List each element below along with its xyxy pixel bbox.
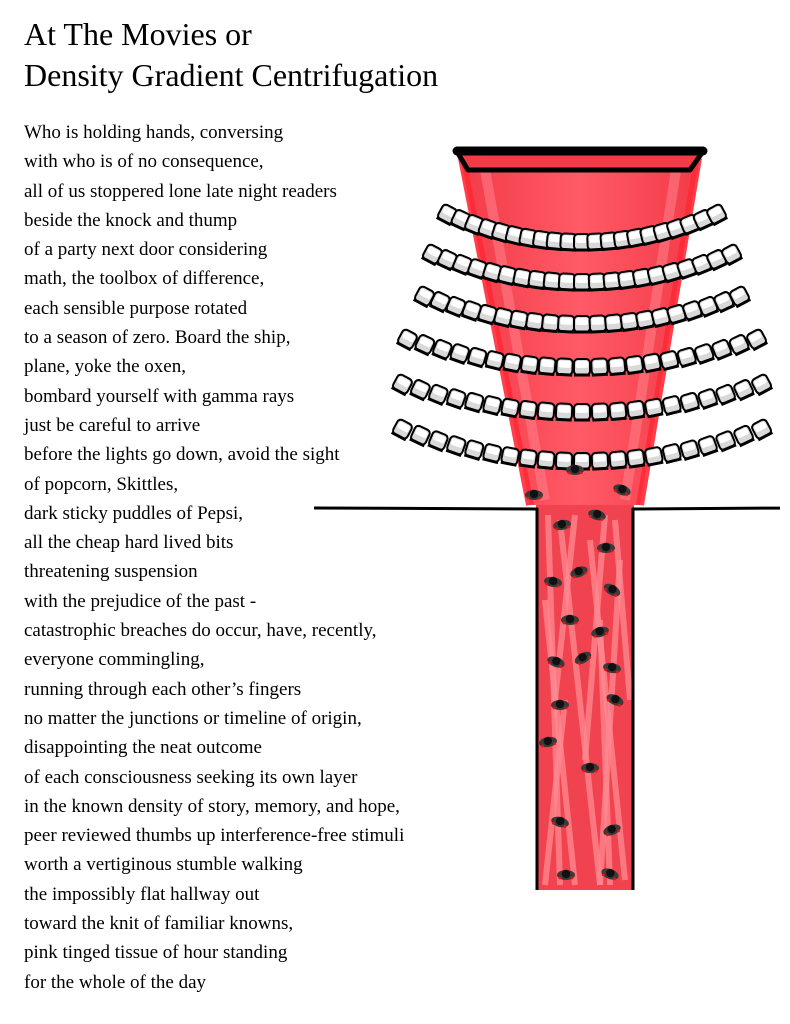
theater-seat — [642, 353, 661, 372]
theater-seat — [662, 395, 681, 414]
theater-seat — [483, 443, 502, 462]
theater-seat — [519, 449, 537, 467]
theater-seat — [410, 425, 431, 446]
poem-line: no matter the junctions or timeline of origin, — [24, 707, 362, 729]
poem-line: toward the knit of familiar knowns, — [24, 913, 294, 935]
poem-line: of popcorn, Skittles, — [24, 473, 179, 495]
theater-seat — [556, 403, 573, 420]
theater-seat — [592, 403, 609, 420]
poem-line: running through each other’s fingers — [24, 678, 302, 700]
theater-seat — [537, 402, 554, 419]
theater-seat — [538, 357, 555, 374]
theater-seat — [609, 451, 626, 468]
theater-seat — [715, 384, 736, 405]
poem-line: the impossibly flat hallway out — [24, 883, 260, 905]
theater-seat — [677, 347, 697, 367]
theater-seat — [521, 355, 539, 373]
poem-line: before the lights go down, avoid the sight — [24, 444, 340, 466]
theater-seat — [574, 316, 590, 332]
theater-seat — [609, 402, 626, 419]
title-line-1: At The Movies or — [24, 16, 252, 52]
poem-line: all of us stoppered lone late night readers — [24, 180, 337, 202]
theater-seat — [501, 398, 520, 417]
floor-line-left — [314, 508, 538, 509]
poem-line: to a season of zero. Board the ship, — [24, 327, 291, 349]
theater-seat — [751, 373, 773, 395]
theater-seat — [644, 447, 663, 466]
poem-line: in the known density of story, memory, and hope, — [24, 795, 400, 817]
poem-line: with who is of no consequence, — [24, 151, 264, 173]
theater-seat — [483, 395, 502, 414]
poem-line: everyone commingling, — [24, 649, 205, 671]
theater-seat — [627, 400, 645, 418]
theater-seat — [467, 347, 487, 367]
theater-seat — [591, 358, 608, 375]
poem-line: worth a vertiginous stumble walking — [24, 854, 303, 876]
theater-seat — [625, 355, 643, 373]
theater-seat — [733, 425, 754, 446]
theater-seat — [680, 392, 700, 412]
poem-line: of a party next door considering — [24, 239, 268, 261]
theater-seat — [715, 430, 736, 451]
poem-line: bombard yourself with gamma rays — [24, 385, 295, 407]
poem-line: disappointing the neat outcome — [24, 737, 262, 759]
theater-seat — [410, 379, 431, 400]
poem-title — [24, 14, 544, 96]
centrifuge-theater-illustration — [300, 130, 780, 910]
poem-line: threatening suspension — [24, 561, 198, 583]
theater-seat — [464, 392, 484, 412]
theater-seat — [503, 353, 522, 372]
poem-line: all the cheap hard lived bits — [24, 532, 234, 554]
theater-seat — [485, 350, 504, 369]
poem-line: just be careful to arrive — [24, 414, 201, 436]
poem-line: beside the knock and thump — [24, 209, 238, 231]
poem-line: of each consciousness seeking its own layer — [24, 766, 358, 788]
theater-seat — [697, 388, 717, 408]
theater-seat — [450, 343, 470, 363]
theater-seat — [660, 350, 679, 369]
theater-seat — [464, 440, 484, 460]
theater-seat — [519, 400, 537, 418]
floor-line-right — [632, 508, 780, 509]
theater-seat — [428, 384, 449, 405]
theater-seat — [559, 273, 576, 290]
theater-seat — [662, 443, 681, 462]
theater-seat — [608, 357, 625, 374]
theater-seat — [574, 274, 590, 290]
theater-seat — [589, 315, 606, 332]
poem-line: each sensible purpose rotated — [24, 297, 248, 319]
theater-seat — [537, 451, 554, 468]
theater-seat — [697, 435, 717, 455]
theater-seat — [501, 447, 520, 466]
title-line-2: Density Gradient Centrifugation — [24, 57, 439, 93]
theater-seat — [733, 379, 754, 400]
theater-seat — [556, 358, 573, 375]
poem-line: plane, yoke the oxen, — [24, 356, 186, 378]
poem-line: dark sticky puddles of Pepsi, — [24, 502, 244, 524]
theater-seat — [605, 314, 622, 331]
poem-line: with the prejudice of the past - — [24, 590, 257, 612]
poem-line: peer reviewed thumbs up interference-free stimuli — [24, 825, 405, 847]
theater-seat — [627, 449, 645, 467]
poem-line: math, the toolbox of difference, — [24, 268, 265, 290]
theater-seat — [558, 315, 575, 332]
poem-line: Who is holding hands, conversing — [24, 122, 284, 143]
theater-seat — [680, 440, 700, 460]
poem-line: for the whole of the day — [24, 971, 207, 993]
theater-seat — [751, 418, 773, 440]
theater-seat — [592, 452, 609, 469]
poem-line: pink tinged tissue of hour standing — [24, 942, 288, 964]
theater-seat — [446, 435, 466, 455]
theater-seat — [446, 388, 466, 408]
theater-seat — [392, 418, 414, 440]
poem-line: catastrophic breaches do occur, have, recently, — [24, 620, 377, 642]
theater-seat — [526, 312, 544, 330]
theater-seat — [428, 430, 449, 451]
theater-seat — [542, 314, 559, 331]
theater-seat — [574, 359, 590, 375]
theater-seat — [574, 404, 590, 420]
theater-seat — [694, 343, 714, 363]
theater-seat — [644, 398, 663, 417]
theater-seat — [392, 373, 414, 395]
